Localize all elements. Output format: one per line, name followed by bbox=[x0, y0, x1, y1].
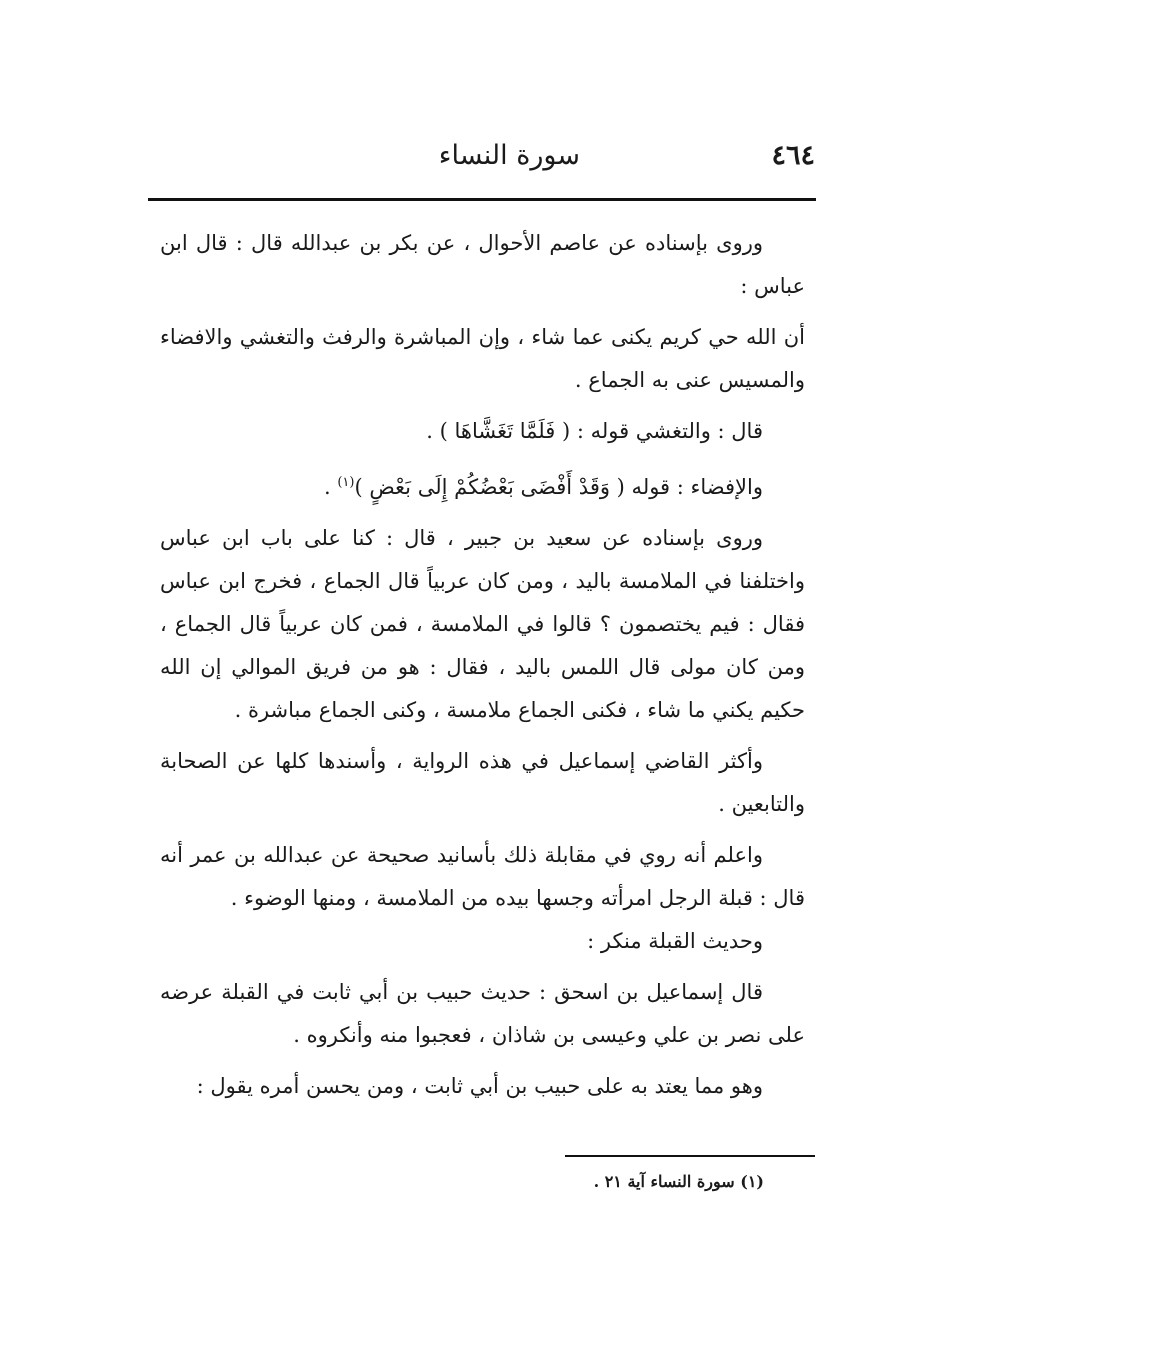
paragraph: أن الله حي كريم يكنى عما شاء ، وإن المباشرة والرفث والتغشي والافضاء والمسيس عنى به الجماع . bbox=[160, 325, 805, 392]
paragraph-with-footnote: والإفضاء : قوله ( وَقَدْ أَفْضَى بَعْضُكُمْ إِلَى بَعْضٍ )$^{(١)}$ . bbox=[323, 475, 763, 499]
paragraph: وهو مما يعتد به على حبيب بن أبي ثابت ، ومن يحسن أمره يقول : bbox=[196, 1074, 763, 1098]
body-text bbox=[160, 222, 805, 1116]
paragraph: وحديث القبلة منكر : bbox=[587, 929, 763, 953]
paragraph: قال إسماعيل بن اسحق : حديث حبيب بن أبي ثابت في القبلة عرضه على نصر بن علي وعيسى بن شاذان ، فعجبوا منه وأنكروه . bbox=[160, 980, 805, 1047]
paragraph: قال : والتغشي قوله : ( فَلَمَّا تَغَشَّاهَا ) . bbox=[426, 419, 763, 443]
footnote-marker: (١) bbox=[337, 475, 355, 490]
running-title: سورة النساء bbox=[438, 140, 580, 171]
paragraph: وأكثر القاضي إسماعيل في هذه الرواية ، وأسندها كلها عن الصحابة والتابعين . bbox=[160, 749, 805, 816]
page-header bbox=[150, 140, 815, 190]
paragraph: وروى بإسناده عن سعيد بن جبير ، قال : كنا على باب ابن عباس واختلفنا في الملامسة باليد ، ومن كان عربياً قال الجماع ، فخرج ابن عباس فقال : فيم يختصمون ؟ قالوا في الملامسة ، فمن كان عربياً قال الجماع ، ومن كان مولى قال اللمس باليد ، فقال : هو من فريق الموالي إن الله حكيم يكني ما شاء ، فكنى الجماع ملامسة ، وكنى الجماع مباشرة . bbox=[160, 526, 805, 722]
footnote-rule bbox=[565, 1155, 815, 1157]
paragraph: واعلم أنه روي في مقابلة ذلك بأسانيد صحيحة عن عبدالله بن عمر أنه قال : قبلة الرجل امرأته وجسها بيده من الملامسة ، ومنها الوضوء . bbox=[160, 843, 805, 910]
header-rule bbox=[148, 198, 816, 201]
paragraph: وروى بإسناده عن عاصم الأحوال ، عن بكر بن عبدالله قال : قال ابن عباس : bbox=[160, 231, 805, 298]
page-number: ٤٦٤ bbox=[771, 140, 815, 171]
paragraph-text: والإفضاء : قوله ( وَقَدْ أَفْضَى بَعْضُكُمْ إِلَى بَعْضٍ ) bbox=[354, 475, 763, 499]
footnote: (١) سورة النساء آية ٢١ . bbox=[593, 1172, 764, 1191]
